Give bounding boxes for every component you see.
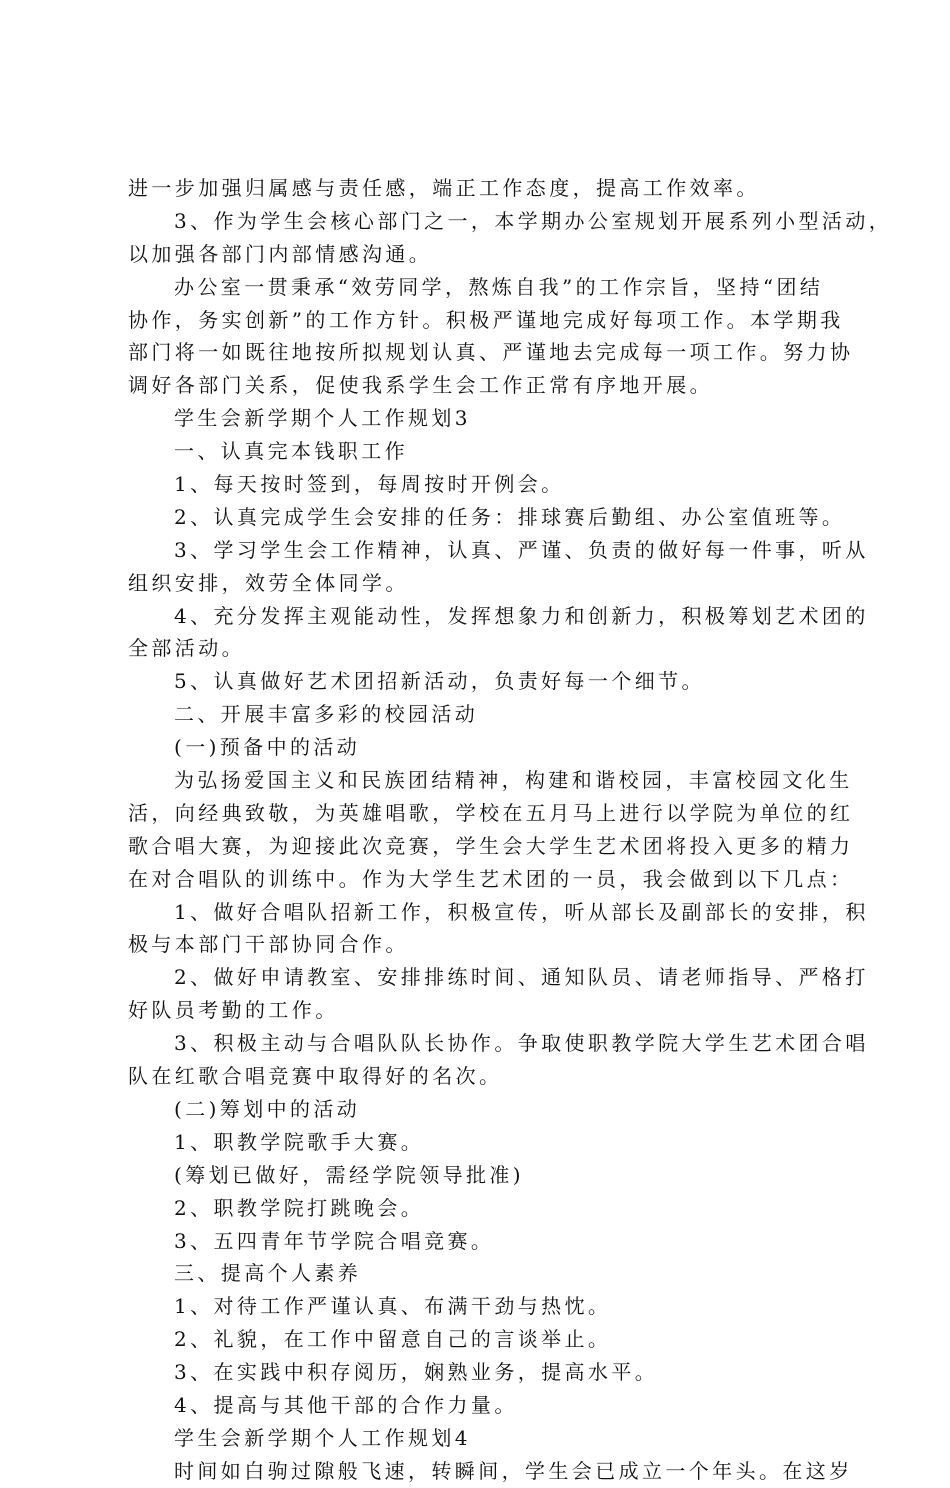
text-line: 为弘扬爱国主义和民族团结精神，构建和谐校园，丰富校园文化生 (174, 768, 853, 793)
text-line: 2、礼貌，在工作中留意自己的言谈举止。 (174, 1327, 612, 1352)
text-line: 3、五四青年节学院合唱竞赛。 (174, 1228, 495, 1253)
text-line: 极与本部门干部协同合作。 (128, 932, 409, 957)
text-line: 1、每天按时签到，每周按时开例会。 (174, 472, 565, 497)
text-line: 1、对待工作严谨认真、布满干劲与热忱。 (174, 1294, 612, 1319)
text-line: 4、充分发挥主观能动性，发挥想象力和创新力，积极筹划艺术团的 (174, 603, 869, 628)
text-line: 以加强各部门内部情感沟通。 (128, 241, 433, 266)
text-line: 学生会新学期个人工作规划3 (174, 406, 471, 431)
text-line: 在对合唱队的训练中。作为大学生艺术团的一员，我会做到以下几点： (128, 866, 854, 891)
text-line: 好队员考勤的工作。 (128, 998, 339, 1023)
text-line: 三、提高个人素养 (174, 1261, 362, 1286)
text-line: 1、做好合唱队招新工作，积极宣传，听从部长及副部长的安排，积 (174, 899, 869, 924)
text-line: 队在红歌合唱竞赛中取得好的名次。 (128, 1064, 503, 1089)
text-line: 2、职教学院打跳晚会。 (174, 1195, 425, 1220)
text-line: 一、认真完本钱职工作 (174, 439, 408, 464)
text-line: 活，向经典致敬，为英雄唱歌，学校在五月马上进行以学院为单位的红 (128, 800, 854, 825)
text-line: 进一步加强归属感与责任感，端正工作态度，提高工作效率。 (128, 176, 760, 200)
text-line: 2、认真完成学生会安排的任务：排球赛后勤组、办公室值班等。 (174, 504, 846, 529)
text-line: 1、职教学院歌手大赛。 (174, 1129, 425, 1154)
text-line: 调好各部门关系，促使我系学生会工作正常有序地开展。 (128, 373, 713, 398)
text-line: 组织安排，效劳全体同学。 (128, 570, 409, 595)
text-line: (二)筹划中的活动 (174, 1096, 361, 1121)
text-line: 3、在实践中积存阅历，娴熟业务，提高水平。 (174, 1360, 659, 1385)
text-line: 5、认真做好艺术团招新活动，负责好每一个细节。 (174, 669, 705, 694)
text-line: 3、积极主动与合唱队队长协作。争取使职教学院大学生艺术团合唱 (174, 1031, 869, 1056)
text-line: 时间如白驹过隙般飞速，转瞬间，学生会已成立一个年头。在这岁 (174, 1458, 853, 1483)
text-line: 协作，务实创新”的工作方针。积极严谨地完成好每项工作。本学期我 (128, 307, 844, 332)
text-line: 二、开展丰富多彩的校园活动 (174, 702, 479, 727)
text-line: 2、做好申请教室、安排排练时间、通知队员、请老师指导、严格打 (174, 965, 869, 990)
text-line: 全部活动。 (128, 636, 245, 661)
text-line: (一)预备中的活动 (174, 735, 361, 760)
text-line: 办公室一贯秉承“效劳同学，熬炼自我”的工作宗旨，坚持“团结 (174, 274, 824, 299)
text-line: 4、提高与其他干部的合作力量。 (174, 1392, 518, 1417)
text-line: 3、作为学生会核心部门之一，本学期办公室规划开展系列小型活动， (174, 208, 893, 233)
text-line: (筹划已做好，需经学院领导批准) (174, 1162, 525, 1187)
text-line: 学生会新学期个人工作规划4 (174, 1425, 471, 1450)
document-body (128, 172, 893, 1488)
text-line: 部门将一如既往地按所拟规划认真、严谨地去完成每一项工作。努力协 (128, 340, 854, 365)
text-line: 歌合唱大赛，为迎接此次竞赛，学生会大学生艺术团将投入更多的精力 (128, 833, 854, 858)
text-line: 3、学习学生会工作精神，认真、严谨、负责的做好每一件事，听从 (174, 537, 869, 562)
